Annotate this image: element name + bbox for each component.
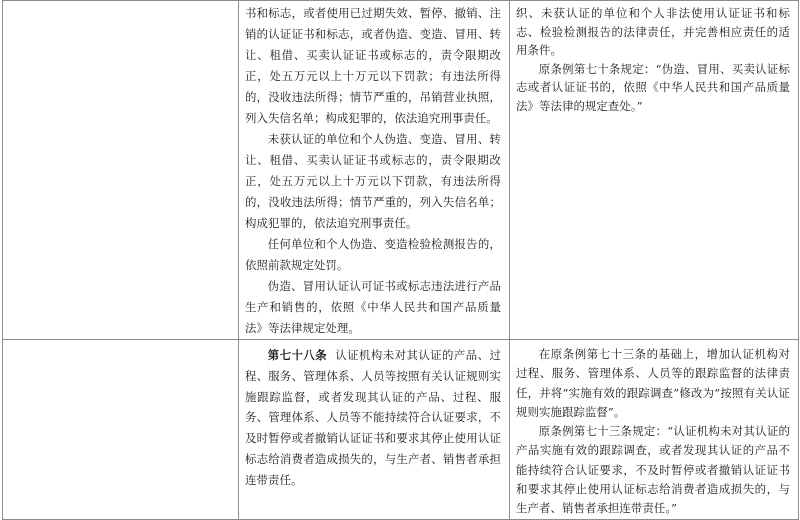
original-article-cell [3, 1, 239, 340]
original-article-cell [3, 340, 239, 520]
proposal-cell [239, 340, 510, 520]
explanation-paragraph: 在原条例第七十三条的基础上，增加认证机构对过程、服务、管理体系、人员等的跟踪监督的法律责任，并将“实施有效的跟踪调查”修改为“按照有关认证规则实施跟踪监督”。 [516, 347, 790, 419]
article-number: 第七十八条 [267, 348, 328, 362]
explanation-paragraph: 织、未获认证的单位和个人非法使用认证证书和标志、检验检测报告的法律责任，并完善相应责任的适用条件。 [516, 6, 790, 58]
proposal-paragraph: 伪造、冒用认证认可证书或标志违法进行产品生产和销售的，依照《中华人民共和国产品质量法》等法律规定处理。 [245, 279, 501, 335]
explanation-cell [510, 340, 799, 520]
explanation-cell [510, 1, 799, 340]
proposal-cell [239, 1, 510, 340]
proposal-paragraph [245, 345, 501, 491]
table-row [3, 1, 799, 340]
proposal-paragraph: 任何单位和个人伪造、变造检验检测报告的，依照前款规定处罚。 [245, 237, 501, 272]
table-row [3, 340, 799, 520]
explanation-paragraph: 原条例第七十条规定：“伪造、冒用、买卖认证标志或者认证证书的，依照《中华人民共和国产品质量法》等法律的规定查处。” [516, 61, 790, 113]
explanation-paragraph: 原条例第七十三条规定：“认证机构未对其认证的产品实施有效的跟踪调查，或者发现其认证的产品不能持续符合认证要求，不及时暂停或者撤销认证证书和要求其停止使用认证标志给消费者造成损失的，与生产者、销售者承担连带责任。” [516, 424, 790, 516]
article-text: 认证机构未对其认证的产品、过程、服务、管理体系、人员等按照有关认证规则实施跟踪监督，或者发现其认证的产品、过程、服务、管理体系、人员等不能持续符合认证要求，不及时暂停或者撤销认证证书和要求其停止使用认证标志给消费者造成损失的，与生产者、销售者承担连带责任。 [245, 348, 501, 487]
proposal-paragraph: 未获认证的单位和个人伪造、变造、冒用、转让、租借、买卖认证证书或标志的，责令限期改正，处五万元以上十万元以下罚款，有违法所得的，没收违法所得；情节严重的，列入失信名单；构成犯罪的，依法追究刑事责任。 [245, 132, 501, 230]
proposal-paragraph: 书和标志，或者使用已过期失效、暂停、撤销、注销的认证证书和标志，或者伪造、变造、冒用、转让、租借、买卖认证证书或标志的，责令限期改正，处五万元以上十万元以下罚款；有违法所得的，没收违法所得；情节严重的，吊销营业执照，列入失信名单；构成犯罪的，依法追究刑事责任。 [245, 6, 501, 125]
comparison-table [2, 0, 799, 520]
